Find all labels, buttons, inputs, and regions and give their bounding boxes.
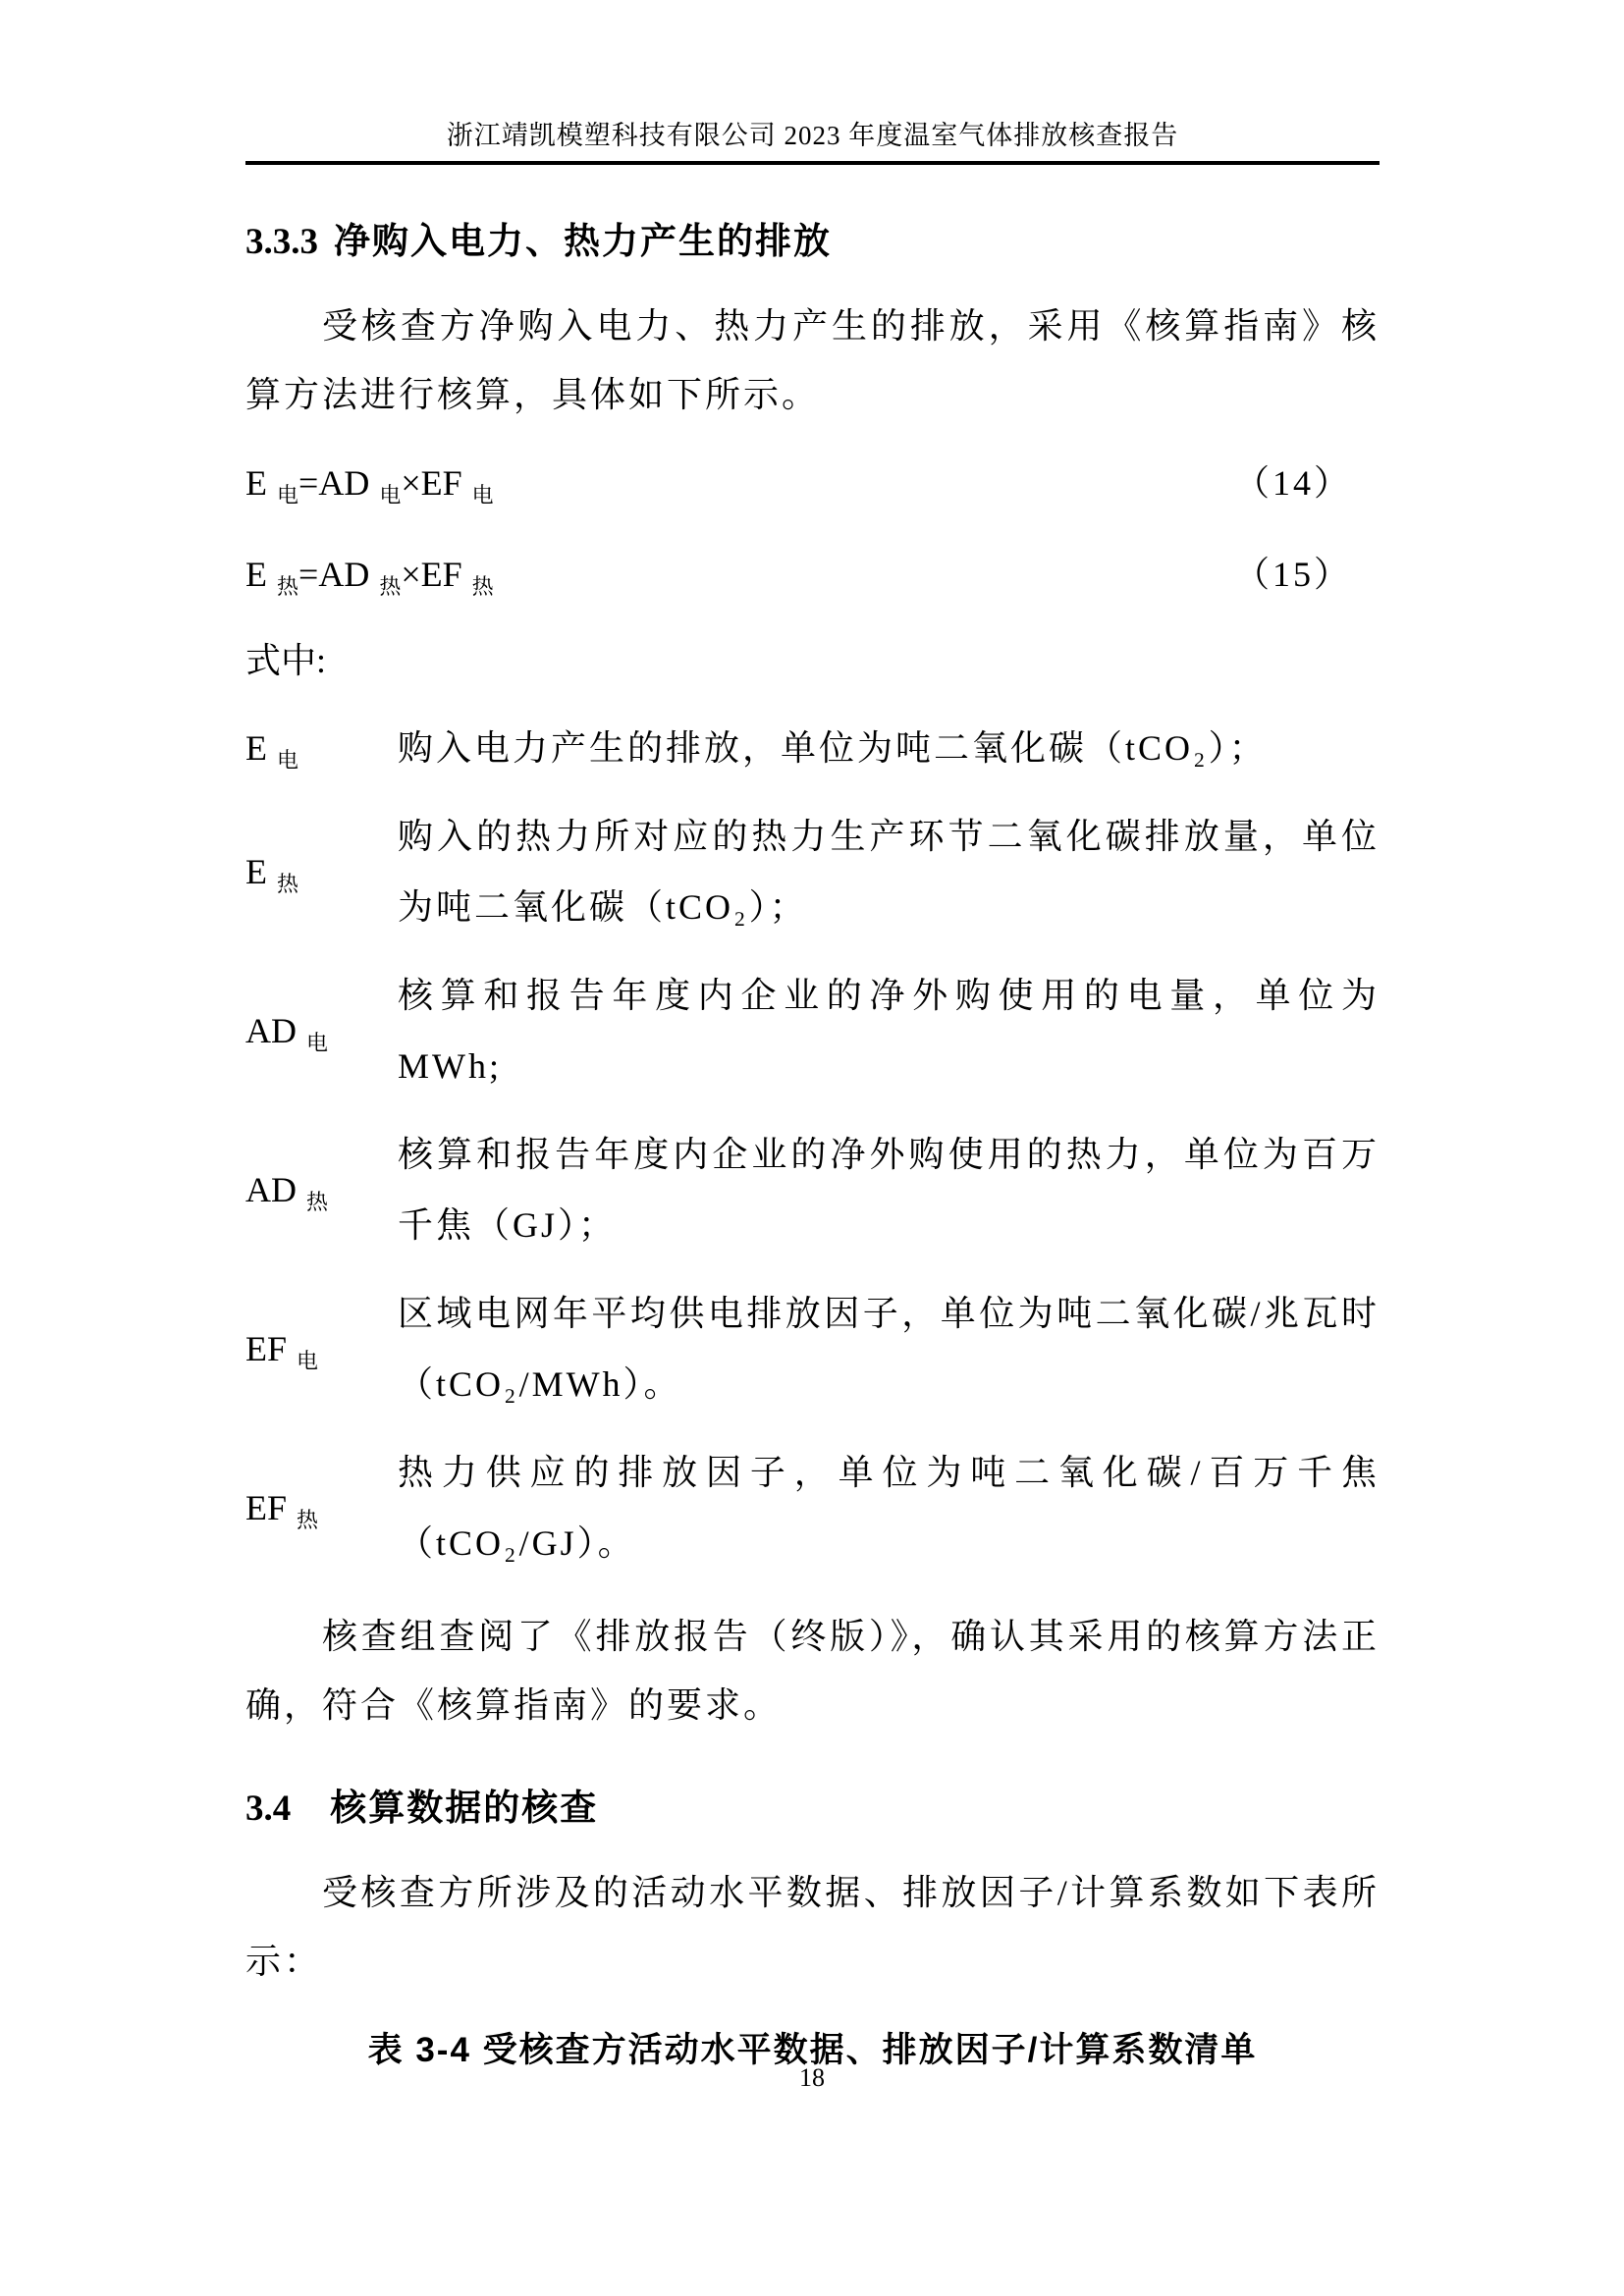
definition-desc: 热力供应的排放因子，单位为吨二氧化碳/百万千焦（tCO₂/GJ）。: [398, 1453, 1380, 1563]
definition-row: [245, 1437, 1380, 1578]
term-base: EF: [245, 1329, 288, 1368]
section-3-4-heading: [245, 1787, 1380, 1831]
term-sub: 电: [277, 748, 299, 773]
formula-expression: [245, 458, 494, 507]
section-number: 3.3.3: [245, 222, 318, 262]
definition-term: [245, 1328, 398, 1373]
term-sub: 热: [277, 872, 299, 896]
closing-paragraph: 核查组查阅了《排放报告（终版）》，确认其采用的核算方法正确，符合《核算指南》的要求。: [245, 1617, 1380, 1725]
definition-row: [245, 801, 1380, 942]
running-header-title: 浙江靖凯模塑科技有限公司 2023 年度温室气体排放核查报告: [446, 121, 1179, 150]
formula-term-sub: 电: [277, 483, 299, 507]
where-label: 式中:: [245, 641, 327, 680]
definition-row: [245, 713, 1380, 783]
page-content: [245, 0, 1380, 2072]
table-caption: 表 3-4 受核查方活动水平数据、排放因子/计算系数清单: [367, 2031, 1258, 2069]
section-number: 3.4: [245, 1789, 292, 1829]
formula-term-base: =AD: [298, 555, 370, 594]
table-intro-paragraph: 受核查方所涉及的活动水平数据、排放因子/计算系数如下表所示：: [245, 1873, 1380, 1981]
definition-row: [245, 1278, 1380, 1419]
definition-desc: 购入的热力所对应的热力生产环节二氧化碳排放量，单位为吨二氧化碳（tCO₂）；: [398, 817, 1380, 927]
page-number: 18: [799, 2063, 825, 2092]
formula-term-base: ×EF: [401, 463, 462, 503]
formula-term-sub: 电: [379, 483, 402, 507]
definition-term: [245, 727, 398, 773]
definition-term: [245, 1487, 398, 1532]
formula-term-base: E: [245, 463, 267, 503]
definition-desc: 核算和报告年度内企业的净外购使用的电量，单位为 MWh;: [398, 976, 1380, 1086]
term-base: EF: [245, 1488, 288, 1527]
section-title: 核算数据的核查: [330, 1788, 599, 1828]
section-title: 净购入电力、热力产生的排放: [334, 221, 832, 261]
intro-paragraph: 受核查方净购入电力、热力产生的排放，采用《核算指南》核算方法进行核算，具体如下所示。: [245, 306, 1380, 414]
formula-term-base: =AD: [298, 463, 370, 503]
definition-row: [245, 1119, 1380, 1260]
formula-term-base: E: [245, 555, 267, 594]
term-sub: 电: [297, 1349, 319, 1373]
formula-term-sub: 热: [471, 574, 494, 599]
term-sub: 电: [306, 1031, 329, 1055]
term-base: AD: [245, 1011, 297, 1050]
formula-term-base: ×EF: [401, 555, 462, 594]
section-3-3-3-heading: [245, 220, 1380, 264]
header-rule: [245, 161, 1380, 165]
definitions-list: [245, 713, 1380, 1578]
equation-number: （14）: [1233, 463, 1352, 503]
formula-term-sub: 热: [379, 574, 402, 599]
definition-desc: 区域电网年平均供电排放因子，单位为吨二氧化碳/兆瓦时（tCO₂/MWh）。: [398, 1294, 1380, 1404]
formula-row-15: [245, 550, 1380, 599]
formula-term-sub: 热: [277, 574, 299, 599]
formula-expression: [245, 550, 494, 599]
definition-term: [245, 1010, 398, 1055]
term-base: E: [245, 852, 267, 891]
term-base: AD: [245, 1170, 297, 1209]
definition-term: [245, 851, 398, 896]
formula-term-sub: 电: [471, 483, 494, 507]
formula-row-14: [245, 458, 1380, 507]
equation-number: （15）: [1233, 555, 1352, 594]
term-sub: 热: [297, 1508, 319, 1532]
definition-desc: 购入电力产生的排放，单位为吨二氧化碳（tCO₂）；: [398, 728, 1268, 768]
term-base: E: [245, 728, 267, 768]
definition-desc: 核算和报告年度内企业的净外购使用的热力，单位为百万千焦（GJ）；: [398, 1135, 1380, 1245]
definition-term: [245, 1169, 398, 1214]
definition-row: [245, 960, 1380, 1101]
running-header: [245, 0, 1380, 152]
term-sub: 热: [306, 1190, 329, 1214]
